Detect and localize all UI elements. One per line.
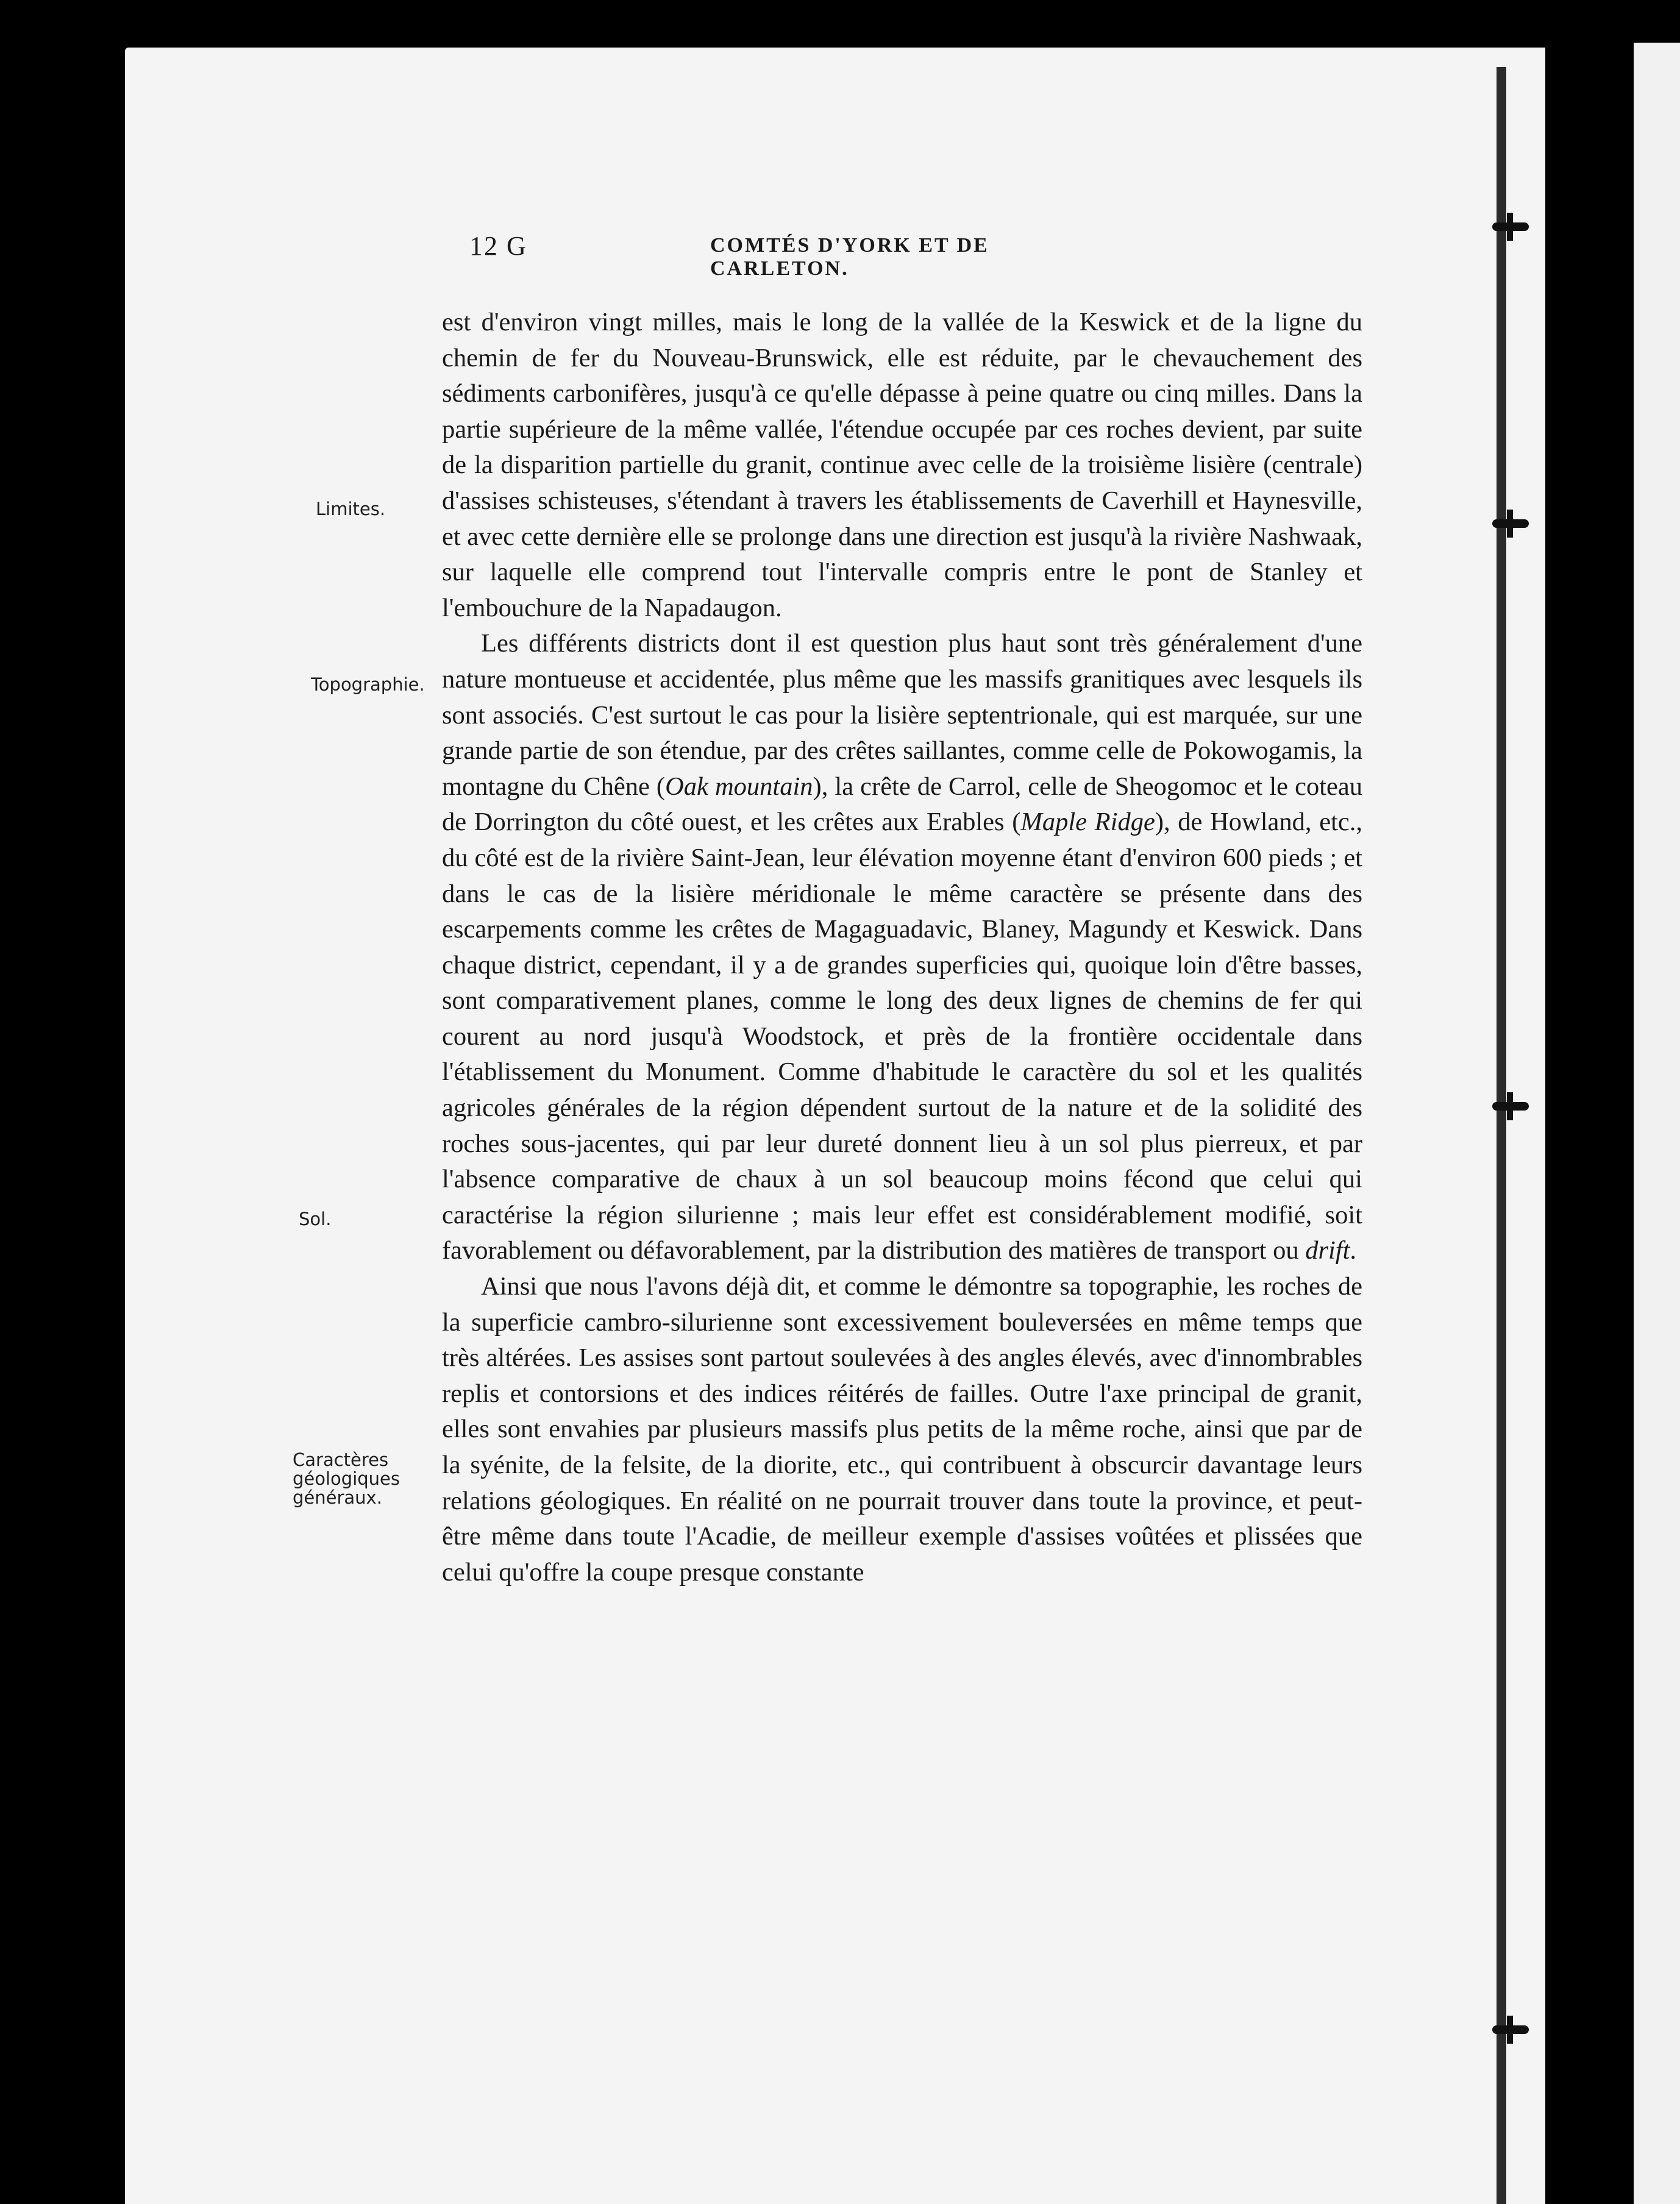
text-run: ), la crête de Carrol, celle de Sheogomoc et le coteau de Dorrington du côté ouest, et les crêtes aux Erables (: [442, 772, 1362, 837]
binding-stitch: [1492, 2025, 1529, 2034]
paragraph-topographie: [442, 626, 1362, 1269]
binding-stitch: [1492, 222, 1529, 231]
sidenote-topographie: Topographie.: [311, 674, 425, 695]
text-run: Les différents districts dont il est question plus haut sont très généralement d'une nature montueuse et accidentée, plus même que les massifs granitiques avec lesquels ils sont associés. C'est surtout le cas pour la lisière septentrionale, qui est marquée, sur une grande partie de son étendue, par des crêtes saillantes, comme celle de Pokowogamis, la montagne du Chêne (: [442, 629, 1362, 801]
italic-term: drift: [1305, 1236, 1350, 1265]
page-number: 12 G: [469, 231, 527, 261]
sidenote-caracteres-geologiques: Caractères géologiques généraux.: [293, 1449, 400, 1508]
sidenote-limites: Limites.: [316, 499, 386, 519]
text-run: .: [1350, 1236, 1357, 1265]
adjacent-page-edge: [1634, 43, 1680, 2204]
text-run: ), de Howland, etc., du côté est de la rivière Saint-Jean, leur élévation moyenne étant d'environ 600 pieds ; et dans le cas de la lisière méridionale le même caractère se présente dans des escarpements comme les crêtes de Magaguadavic, Blaney, Magundy et Keswick. Dans chaque district, cependant, il y a de grandes superficies qui, quoique loin d'être basses, sont comparativement planes, comme le long des deux lignes de chemins de fer qui courent au nord jusqu'à Woodstock, et près de la frontière occidentale dans l'établissement du Monument. Comme d'habitude le caractère du sol et les qualités agricoles générales de la région dépendent surtout de la nature et de la solidité des roches sous-jacentes, qui par leur dureté donnent lieu à un sol plus pierreux, et par l'absence comparative de chaux à un sol beaucoup moins fécond que celui qui caractérise la région silurienne ; mais leur effet est considérablement modifié, soit favorablement ou défavorablement, par la distribution des matières de transport ou: [442, 808, 1363, 1265]
body-text: [442, 305, 1362, 1590]
paragraph-caracteres: Ainsi que nous l'avons déjà dit, et comme le démontre sa topographie, les roches de la superficie cambro-silurienne sont excessivement bouleversées en même temps que très altérées. Les assises sont partout soulevées à des angles élevés, avec d'innombrables replis et contorsions et des indices réitérés de failles. Outre l'axe principal de granit, elles sont envahies par plusieurs massifs plus petits de la même roche, ainsi que par de la syénite, de la felsite, de la diorite, etc., qui contribuent à obscurcir davantage leurs relations géologiques. En réalité on ne pourrait trouver dans toute la province, et peut-être même dans toute l'Acadie, de meilleur exemple d'assises voûtées et plissées que celui qu'offre la coupe presque constante: [442, 1272, 1362, 1587]
running-title: COMTÉS D'YORK ET DE CARLETON.: [710, 234, 989, 280]
binding-stitch: [1492, 519, 1529, 528]
running-header: [469, 230, 1119, 280]
paragraph-limites: est d'environ vingt milles, mais le long de la vallée de la Keswick et de la ligne du chemin de fer du Nouveau-Brunswick, elle est réduite, par le chevauchement des sédiments carbonifères, jusqu'à ce qu'elle dépasse à peine quatre ou cinq milles. Dans la partie supérieure de la même vallée, l'étendue occupée par ces roches devient, par suite de la disparition partielle du granit, continue avec celle de la troisième lisière (centrale) d'assises schisteuses, s'étendant à travers les établissements de Caverhill et Haynesville, et avec cette dernière elle se prolonge dans une direction est jusqu'à la rivière Nashwaak, sur laquelle elle comprend tout l'intervalle compris entre le pont de Stanley et l'embouchure de la Napadaugon.: [442, 308, 1362, 622]
binding-stitch: [1492, 1102, 1529, 1111]
italic-term: Oak mountain: [665, 772, 813, 801]
italic-term: Maple Ridge: [1020, 808, 1155, 837]
binding-fold: [1497, 67, 1506, 2204]
sidenote-sol: Sol.: [299, 1209, 332, 1229]
